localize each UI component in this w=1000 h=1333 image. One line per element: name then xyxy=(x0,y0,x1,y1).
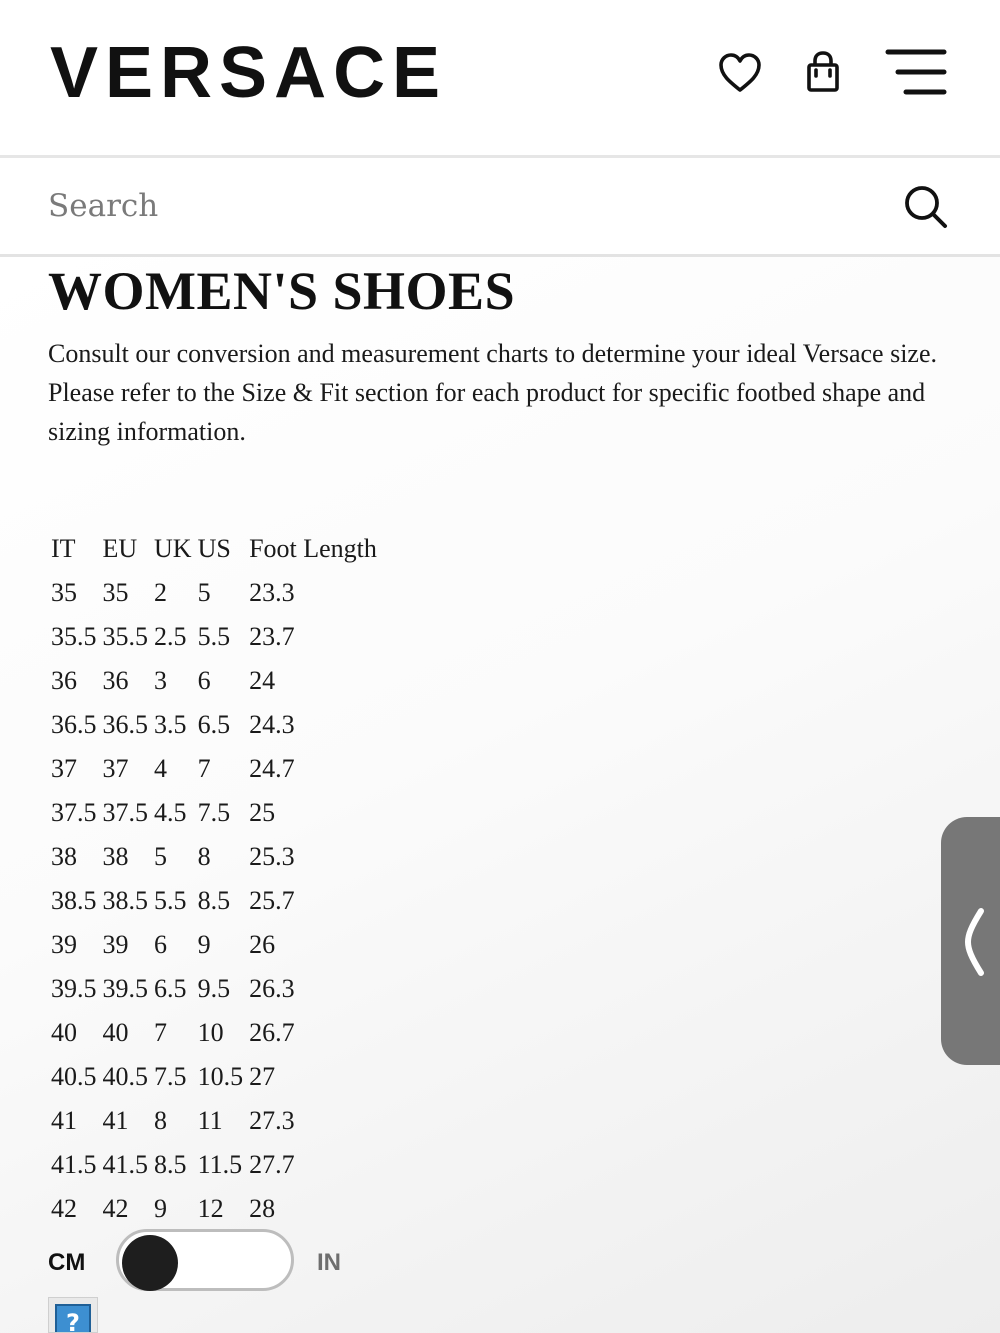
table-row xyxy=(48,747,380,791)
unit-toggle-row xyxy=(48,1229,448,1295)
table-row xyxy=(48,1143,380,1187)
cell-uk: 5 xyxy=(154,842,167,871)
cell-us: 9 xyxy=(197,930,211,959)
cell-uk: 4.5 xyxy=(154,798,187,827)
cell-eu: 35 xyxy=(102,578,129,607)
cell-us: 11.5 xyxy=(197,1150,243,1179)
cell-uk: 9 xyxy=(154,1194,167,1223)
side-panel-tab[interactable] xyxy=(941,817,1000,1065)
cell-eu: 36.5 xyxy=(102,710,148,739)
page-title: WOMEN'S SHOES xyxy=(48,261,516,321)
cell-it: 36 xyxy=(51,666,77,695)
size-table-header xyxy=(48,527,380,571)
cell-us: 6.5 xyxy=(197,710,231,739)
cell-us: 8 xyxy=(197,842,211,871)
table-row xyxy=(48,1187,380,1231)
column-header-us: US xyxy=(197,534,231,563)
cell-foot-length: 27.3 xyxy=(249,1106,295,1135)
cell-eu: 38.5 xyxy=(102,886,148,915)
cell-it: 40 xyxy=(51,1018,77,1047)
cell-uk: 4 xyxy=(154,754,167,783)
cell-foot-length: 27 xyxy=(249,1062,276,1091)
size-table-body xyxy=(48,571,380,1231)
cell-us: 10.5 xyxy=(197,1062,244,1091)
cell-eu: 35.5 xyxy=(102,622,148,651)
cell-it: 41.5 xyxy=(51,1150,97,1179)
versace-logo[interactable]: VERSACE xyxy=(50,33,448,113)
cell-foot-length: 26.3 xyxy=(249,974,295,1003)
cell-us: 5.5 xyxy=(197,622,231,651)
cell-uk: 7.5 xyxy=(154,1062,187,1091)
table-row xyxy=(48,791,380,835)
cell-us: 6 xyxy=(197,666,211,695)
cell-it: 37 xyxy=(51,754,77,783)
search-bar xyxy=(0,158,1000,257)
cell-it: 39.5 xyxy=(51,974,97,1003)
cell-it: 36.5 xyxy=(51,710,97,739)
cell-foot-length: 26 xyxy=(249,930,276,959)
cell-it: 42 xyxy=(51,1194,77,1223)
table-row xyxy=(48,1099,380,1143)
table-row xyxy=(48,879,380,923)
cell-eu: 42 xyxy=(102,1194,129,1223)
cell-foot-length: 25 xyxy=(249,798,276,827)
cell-us: 5 xyxy=(197,578,211,607)
cell-it: 37.5 xyxy=(51,798,97,827)
table-row xyxy=(48,1055,380,1099)
cell-foot-length: 23.7 xyxy=(249,622,295,651)
cell-eu: 41 xyxy=(102,1106,129,1135)
cell-foot-length: 24 xyxy=(249,666,276,695)
cell-eu: 40 xyxy=(102,1018,129,1047)
cell-uk: 6 xyxy=(154,930,167,959)
table-row xyxy=(48,615,380,659)
table-row xyxy=(48,835,380,879)
column-header-it: IT xyxy=(51,534,76,563)
cell-us: 7.5 xyxy=(197,798,231,827)
search-icon[interactable] xyxy=(902,183,950,231)
cell-eu: 39 xyxy=(102,930,129,959)
cell-uk: 2.5 xyxy=(154,622,187,651)
chevron-left-icon[interactable] xyxy=(959,907,989,977)
cell-uk: 8 xyxy=(154,1106,167,1135)
cell-foot-length: 26.7 xyxy=(249,1018,295,1047)
cell-foot-length: 28 xyxy=(249,1194,276,1223)
heart-icon[interactable] xyxy=(718,52,762,94)
cell-it: 39 xyxy=(51,930,77,959)
help-button[interactable] xyxy=(48,1297,98,1333)
table-row xyxy=(48,1011,380,1055)
column-header-uk: UK xyxy=(154,534,192,563)
table-row xyxy=(48,703,380,747)
cell-it: 35 xyxy=(51,578,77,607)
table-row xyxy=(48,571,380,615)
size-guide-content xyxy=(0,257,1000,1333)
cell-us: 12 xyxy=(197,1194,224,1223)
cell-eu: 37.5 xyxy=(102,798,148,827)
unit-label-in[interactable]: IN xyxy=(317,1249,341,1276)
cell-foot-length: 27.7 xyxy=(249,1150,295,1179)
cell-uk: 2 xyxy=(154,578,167,607)
cell-uk: 8.5 xyxy=(154,1150,187,1179)
size-table xyxy=(48,527,380,1231)
cell-foot-length: 25.7 xyxy=(249,886,295,915)
cell-foot-length: 23.3 xyxy=(249,578,295,607)
cell-uk: 6.5 xyxy=(154,974,187,1003)
column-header-foot-length: Foot Length xyxy=(249,534,377,563)
cell-it: 35.5 xyxy=(51,622,97,651)
cell-foot-length: 25.3 xyxy=(249,842,295,871)
cell-us: 11 xyxy=(197,1106,223,1135)
cell-us: 8.5 xyxy=(197,886,231,915)
help-icon[interactable]: ? xyxy=(55,1304,91,1333)
intro-text: Consult our conversion and measurement charts to determine your ideal Versace size. Please refer to the Size & Fit section for each product for specific footbed shape and sizing information. xyxy=(48,339,938,446)
cell-eu: 36 xyxy=(102,666,129,695)
cell-eu: 38 xyxy=(102,842,129,871)
shopping-bag-icon[interactable] xyxy=(805,50,841,94)
cell-eu: 41.5 xyxy=(102,1150,148,1179)
cell-it: 41 xyxy=(51,1106,77,1135)
site-header xyxy=(0,0,1000,158)
toggle-knob[interactable] xyxy=(122,1235,178,1291)
cell-uk: 3 xyxy=(154,666,167,695)
cell-foot-length: 24.3 xyxy=(249,710,295,739)
cell-eu: 37 xyxy=(102,754,129,783)
cell-it: 40.5 xyxy=(51,1062,97,1091)
search-input[interactable] xyxy=(48,180,868,232)
column-header-eu: EU xyxy=(102,534,138,563)
table-row xyxy=(48,967,380,1011)
cell-us: 9.5 xyxy=(197,974,231,1003)
cell-eu: 39.5 xyxy=(102,974,148,1003)
unit-label-cm[interactable]: CM xyxy=(48,1249,86,1276)
cell-it: 38.5 xyxy=(51,886,97,915)
cell-uk: 5.5 xyxy=(154,886,187,915)
cell-us: 10 xyxy=(197,1018,224,1047)
cell-it: 38 xyxy=(51,842,77,871)
menu-icon[interactable] xyxy=(884,48,948,96)
cell-eu: 40.5 xyxy=(102,1062,148,1091)
table-row xyxy=(48,923,380,967)
cell-foot-length: 24.7 xyxy=(249,754,295,783)
unit-toggle-switch[interactable] xyxy=(116,1229,294,1291)
cell-uk: 3.5 xyxy=(154,710,187,739)
cell-uk: 7 xyxy=(154,1018,167,1047)
cell-us: 7 xyxy=(197,754,211,783)
table-row xyxy=(48,659,380,703)
